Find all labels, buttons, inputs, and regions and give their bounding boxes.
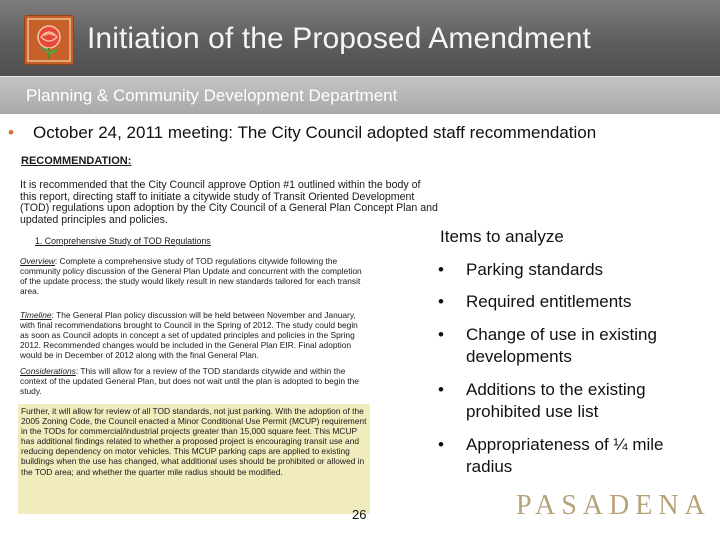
bullet-marker: •	[8, 123, 14, 142]
timeline-text: : The General Plan policy discussion will be held between November and January, with final recommendations brought to Council in the Spring of 2012. The study could begin as soon as Council adopts in concept a set of updated principles and policies in the Spring 2012. Recommended changes would be included in the General Plan EIR. Final adoption would be in December of 2012 along with the final General Plan.	[20, 310, 358, 361]
department-banner	[0, 76, 720, 114]
overview-text: : Complete a comprehensive study of TOD regulations citywide following the community policy discussion of the General Plan Update and concurrent with the completion of the update process; the study would likely result in new standards tailored for each transit area.	[20, 256, 362, 297]
department-name: Planning & Community Development Department	[26, 86, 398, 105]
list-item	[438, 259, 714, 281]
list-item	[438, 434, 714, 478]
slide-title: Initiation of the Proposed Amendment	[87, 22, 591, 55]
recommendation-heading: RECOMMENDATION:	[21, 155, 132, 167]
further-paragraph-highlighted: Further, it will allow for review of all TOD standards, not just parking. With the adoption of the 2005 Zoning Code, the Council enacted a Minor Conditional Use Permit (MCUP) requirement in the TODs for commercial/industrial projects greater than 15,000 square feet. This MCUP has additional findings related to whether a proposed project is encouraging transit use and reducing dependency on motor vehicles. This MCUP parking caps are applied to existing buildings when the use has changed, what additional uses should be prohibited or allowed in the TOD area; and whether the quarter mile radius should be modified.	[18, 404, 370, 514]
bullet-marker: •	[438, 260, 444, 279]
recommendation-item-title: 1. Comprehensive Study of TOD Regulations	[35, 236, 211, 246]
recommendation-excerpt	[17, 152, 439, 518]
considerations-paragraph	[20, 366, 366, 396]
recommendation-intro: It is recommended that the City Council approve Option #1 outlined within the body of this report, directing staff to initiate a citywide study of Transit Oriented Development (TOD) regulations upon adoption by the City Council of a General Plan Concept Plan and updated principles and policies.	[20, 179, 438, 226]
considerations-text: : This will allow for a review of the TOD standards citywide and within the context of the updated General Plan, but does not wait until the plan is adopted to begin the study.	[20, 366, 359, 397]
list-item-text: Additions to the existing prohibited use list	[466, 380, 646, 421]
rose-icon	[24, 15, 74, 65]
timeline-paragraph	[20, 310, 366, 360]
meeting-bullet-text: October 24, 2011 meeting: The City Council adopted staff recommendation	[33, 123, 597, 142]
meeting-bullet	[8, 123, 596, 143]
items-heading: Items to analyze	[440, 227, 564, 246]
slide-header	[0, 0, 720, 76]
bullet-marker: •	[438, 292, 444, 311]
considerations-label: Considerations	[20, 366, 76, 376]
bullet-marker: •	[438, 435, 444, 454]
page-number: 26	[352, 507, 367, 522]
list-item	[438, 379, 714, 423]
list-item-text: Required entitlements	[466, 292, 632, 311]
bullet-marker: •	[438, 325, 444, 344]
timeline-label: Timeline	[20, 310, 52, 320]
list-item	[438, 324, 714, 368]
overview-paragraph	[20, 256, 366, 296]
list-item	[438, 291, 714, 313]
list-item-text: Parking standards	[466, 260, 604, 279]
list-item-text: Appropriateness of ¼ mile radius	[466, 435, 664, 476]
overview-label: Overview	[20, 256, 55, 266]
bullet-marker: •	[438, 380, 444, 399]
pasadena-logo: PASADENA	[516, 490, 711, 521]
list-item-text: Change of use in existing developments	[466, 325, 657, 366]
